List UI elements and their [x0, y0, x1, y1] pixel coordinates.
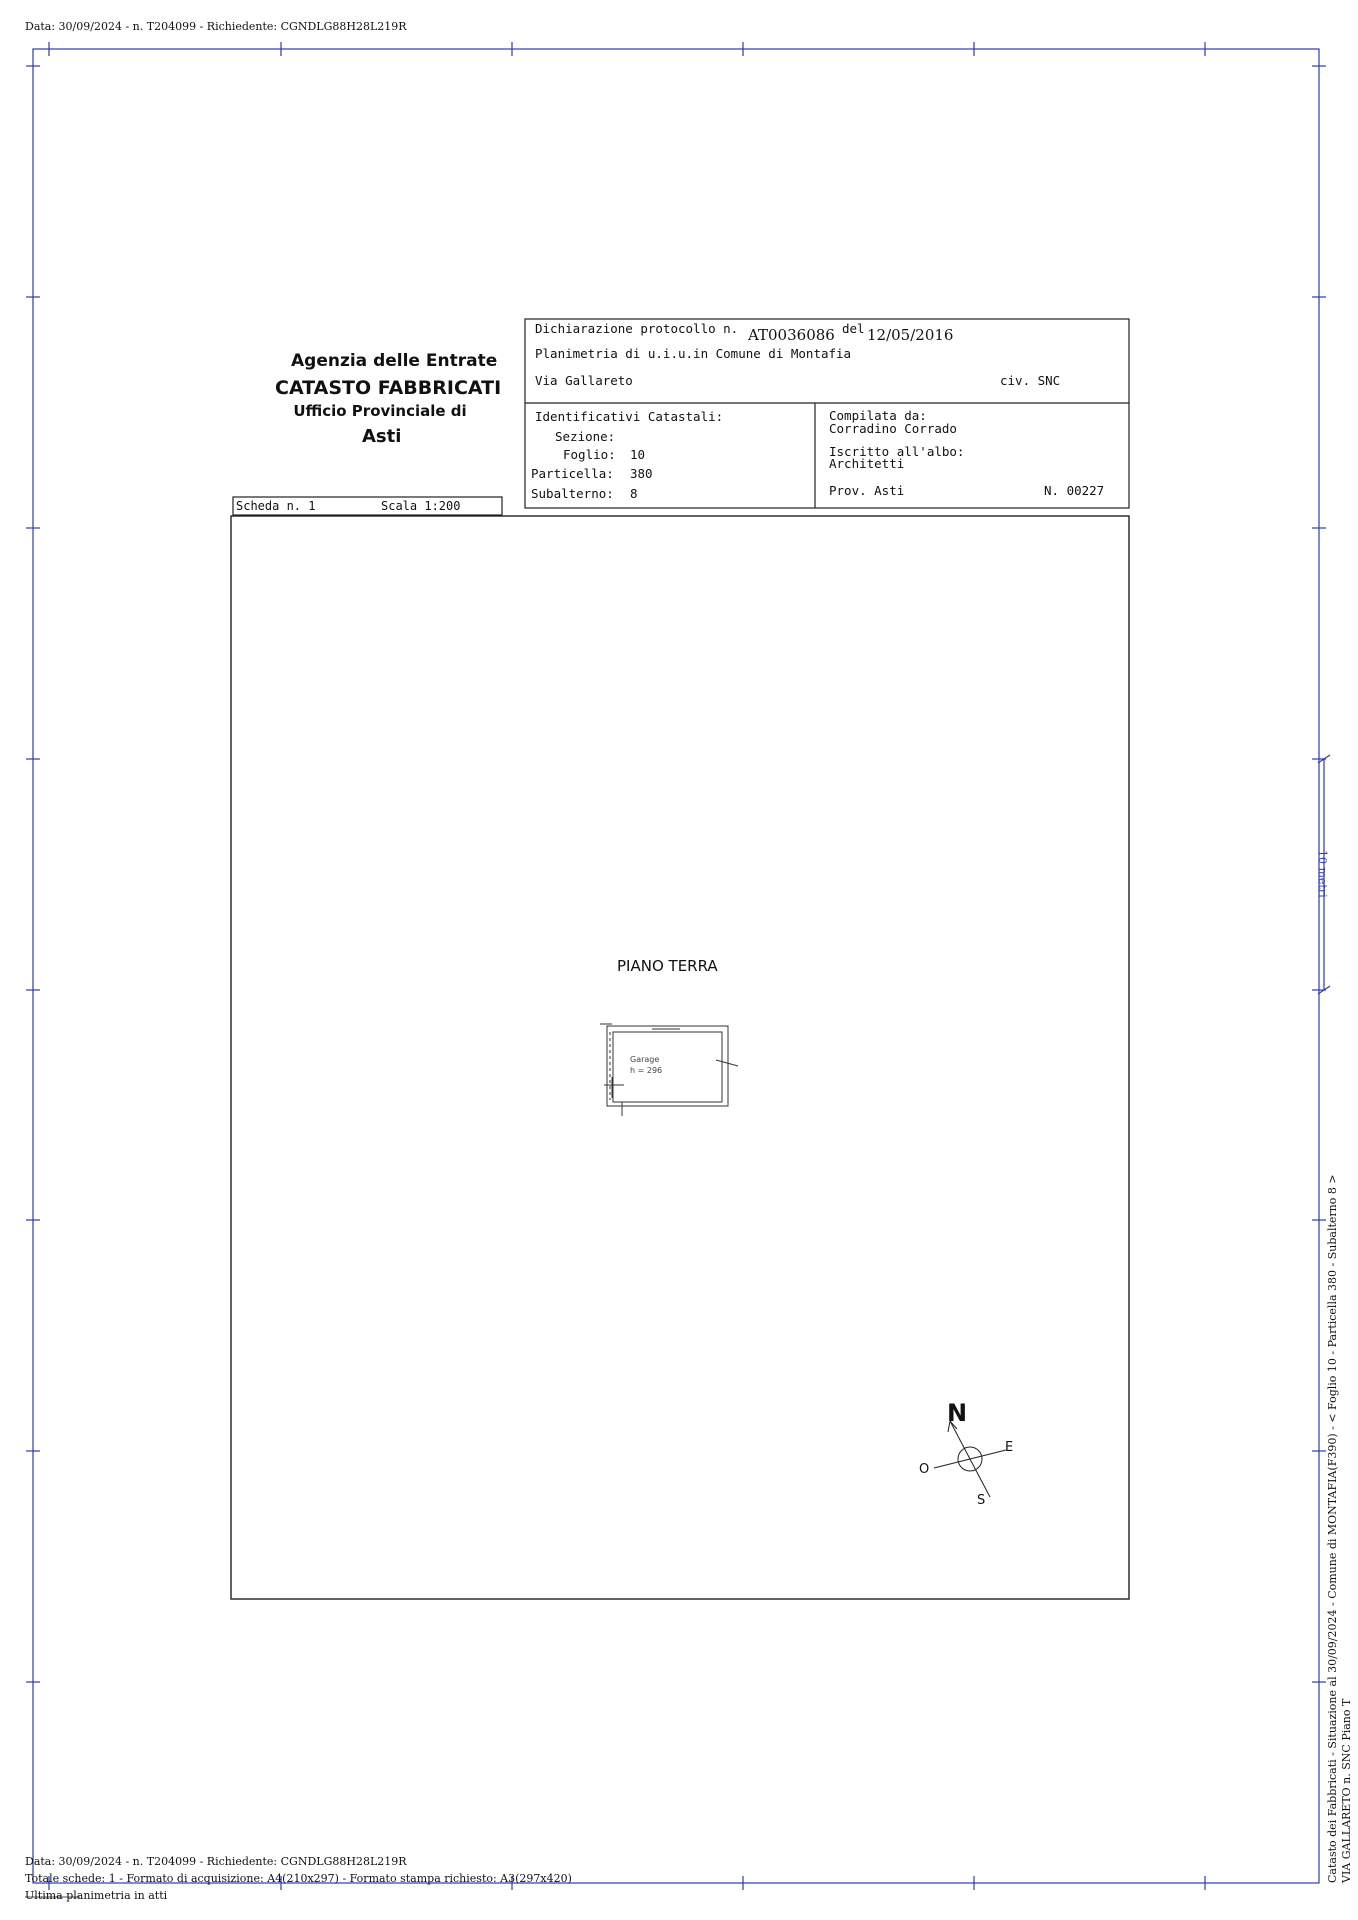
- particella-label: Particella:: [531, 466, 614, 481]
- ufficio-label: Ufficio Provinciale di: [293, 402, 467, 420]
- scale-bar-label: 10 metri: [1316, 850, 1329, 898]
- garage-plan: [600, 1024, 738, 1116]
- side-text-line2: VIA GALLARETO n. SNC Piano T: [1340, 1698, 1353, 1883]
- subalterno-label: Subalterno:: [531, 486, 614, 501]
- room-name: Garage: [630, 1055, 660, 1064]
- header-line: Data: 30/09/2024 - n. T204099 - Richiedente: CGNDLG88H28L219R: [25, 20, 407, 33]
- address: Via Gallareto: [535, 373, 633, 388]
- provincia: Asti: [362, 426, 402, 447]
- albo: Architetti: [829, 456, 905, 471]
- identifiers-title: Identificativi Catastali:: [535, 409, 724, 424]
- foglio-label: Foglio:: [563, 447, 616, 462]
- subalterno-value: 8: [630, 486, 638, 501]
- compass-rose: [934, 1421, 1006, 1497]
- compass-south: S: [977, 1493, 986, 1508]
- iscritto-label: Iscritto all'albo:: [829, 444, 965, 459]
- foglio-value: 10: [630, 447, 646, 462]
- sezione-label: Sezione:: [555, 429, 616, 444]
- side-text-line1: Catasto dei Fabbricati - Situazione al 30/09/2024 - Comune di MONTAFIA(F390) - < Foglio 10 - Particella 380 - Subalterno 8 >: [1326, 1174, 1339, 1883]
- drawing-frame: [231, 516, 1129, 1599]
- date-value: 12/05/2016: [867, 326, 954, 344]
- civico: civ. SNC: [1000, 373, 1061, 388]
- numero: N. 00227: [1044, 483, 1105, 498]
- protocol-number: AT0036086: [748, 326, 835, 344]
- agency-name: Agenzia delle Entrate: [291, 351, 498, 371]
- catasto-title: CATASTO FABBRICATI: [275, 377, 502, 399]
- room-height: h = 296: [630, 1066, 663, 1075]
- compilata-label: Compilata da:: [829, 408, 927, 423]
- footer-line3: Ultima planimetria in atti: [25, 1889, 168, 1902]
- date-label: del: [842, 321, 865, 336]
- compass-north: N: [947, 1399, 968, 1427]
- compass-west: O: [919, 1462, 930, 1477]
- footer-line1: Data: 30/09/2024 - n. T204099 - Richiedente: CGNDLG88H28L219R: [25, 1855, 407, 1868]
- scala-label: Scala 1:200: [381, 499, 461, 513]
- footer-line2: Totale schede: 1 - Formato di acquisizione: A4(210x297) - Formato stampa richiesto: A3(297x420): [25, 1872, 572, 1885]
- protocol-label: Dichiarazione protocollo n.: [535, 321, 739, 336]
- compass-east: E: [1005, 1440, 1014, 1455]
- scheda-label: Scheda n. 1: [236, 499, 316, 513]
- planimetria-label: Planimetria di u.i.u.in Comune di Montafia: [535, 346, 852, 361]
- compilata-name: Corradino Corrado: [829, 421, 957, 436]
- floor-label: PIANO TERRA: [617, 957, 718, 975]
- prov: Prov. Asti: [829, 483, 905, 498]
- particella-value: 380: [630, 466, 653, 481]
